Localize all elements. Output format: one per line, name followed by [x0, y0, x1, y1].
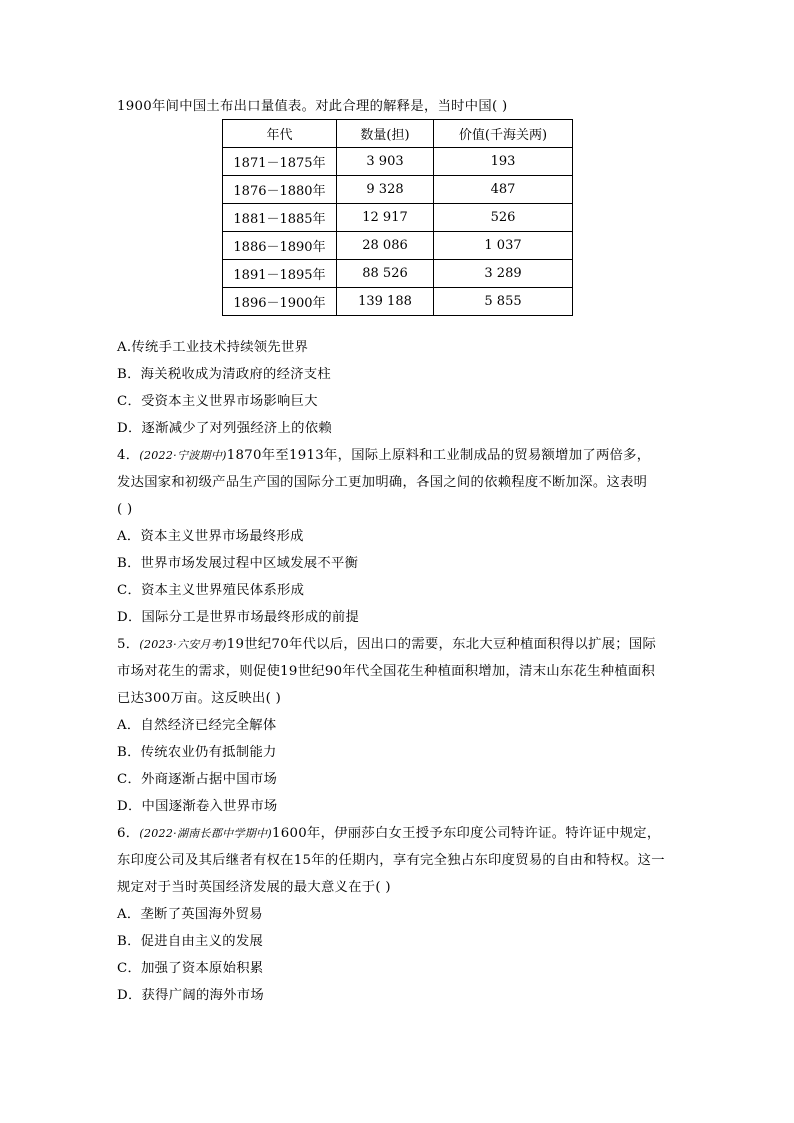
- table-row: [223, 288, 573, 316]
- question-text: 1870年至1913年，国际上原料和工业制成品的贸易额增加了两倍多，: [226, 448, 651, 463]
- table-cell: 12 917: [337, 204, 434, 232]
- q5-option-a: A．自然经济已经完全解体: [117, 718, 277, 733]
- table-cell: 139 188: [337, 288, 434, 316]
- q6-option-c: C．加强了资本原始积累: [117, 961, 264, 976]
- q5-stem-line-2: 市场对花生的需求，则促使19世纪90年代全国花生种植面积增加，清末山东花生种植面积: [117, 664, 656, 679]
- exam-page: [117, 94, 682, 1009]
- table-row: [223, 204, 573, 232]
- table-cell: 28 086: [337, 232, 434, 260]
- q5-option-b: B．传统农业仍有抵制能力: [117, 745, 277, 760]
- q6-option-b: B．促进自由主义的发展: [117, 934, 264, 949]
- table-cell: 1896－1900年: [223, 288, 337, 316]
- table-header-row: [223, 120, 573, 148]
- q6-stem-line-2: 东印度公司及其后继者有权在15年的任期内，享有完全独占东印度贸易的自由和特权。这一: [117, 853, 665, 868]
- q4-stem-line-1: [117, 442, 682, 469]
- q4-option-d: D．国际分工是世界市场最终形成的前提: [117, 610, 360, 625]
- q4-option-c: C．资本主义世界殖民体系形成: [117, 583, 305, 598]
- table-cell: 88 526: [337, 260, 434, 288]
- table-cell: 1 037: [434, 232, 573, 260]
- q5-option-c: C．外商逐渐占据中国市场: [117, 772, 278, 787]
- table-cell: 3 289: [434, 260, 573, 288]
- table-cell: 1891－1895年: [223, 260, 337, 288]
- q4-stem-line-2: 发达国家和初级产品生产国的国际分工更加明确，各国之间的依赖程度不断加深。这表明: [117, 475, 648, 490]
- question-number: 4．: [117, 448, 140, 463]
- table-cell: 9 328: [337, 176, 434, 204]
- table-row: [223, 260, 573, 288]
- q6-option-a: A．垄断了英国海外贸易: [117, 907, 263, 922]
- q6-stem-line-3: 规定对于当时英国经济发展的最大意义在于( ): [117, 880, 391, 895]
- table-header-cell: 年代: [223, 120, 337, 148]
- export-table: [222, 119, 573, 316]
- q3-stem: 1900年间中国土布出口量值表。对此合理的解释是，当时中国( ): [117, 99, 508, 114]
- q6-stem-line-1: [117, 820, 682, 847]
- table-row: [223, 232, 573, 260]
- question-text: 19世纪70年代以后，因出口的需要，东北大豆种植面积得以扩展；国际: [226, 637, 657, 652]
- q5-stem-line-1: [117, 631, 682, 658]
- question-source: (2023·六安月考): [139, 638, 227, 651]
- q4-option-a: A．资本主义世界市场最终形成: [117, 529, 304, 544]
- table-cell: 1886－1890年: [223, 232, 337, 260]
- table-cell: 1876－1880年: [223, 176, 337, 204]
- table-row: [223, 148, 573, 176]
- table-cell: 487: [434, 176, 573, 204]
- table-cell: 526: [434, 204, 573, 232]
- q3-option-c: C．受资本主义世界市场影响巨大: [117, 394, 318, 409]
- q4-stem-line-3: ( ): [117, 502, 133, 517]
- table-cell: 1881－1885年: [223, 204, 337, 232]
- table-row: [223, 176, 573, 204]
- table-header-cell: 数量(担): [337, 120, 434, 148]
- q3-option-a: A.传统手工业技术持续领先世界: [117, 340, 309, 355]
- table-cell: 5 855: [434, 288, 573, 316]
- q4-option-b: B．世界市场发展过程中区域发展不平衡: [117, 556, 359, 571]
- q5-option-d: D．中国逐渐卷入世界市场: [117, 799, 278, 814]
- table-cell: 1871－1875年: [223, 148, 337, 176]
- q5-stem-line-3: 已达300万亩。这反映出( ): [117, 691, 282, 706]
- q6-option-d: D．获得广阔的海外市场: [117, 988, 264, 1003]
- question-number: 5．: [117, 637, 140, 652]
- question-number: 6．: [117, 826, 140, 841]
- question-source: (2022·湖南长郡中学期中): [139, 827, 272, 840]
- question-text: 1600年，伊丽莎白女王授予东印度公司特许证。特许证中规定，: [271, 826, 661, 841]
- table-cell: 3 903: [337, 148, 434, 176]
- question-source: (2022·宁波期中): [139, 449, 227, 462]
- table-header-cell: 价值(千海关两): [434, 120, 573, 148]
- q3-option-d: D．逐渐减少了对列强经济上的依赖: [117, 421, 332, 436]
- table-cell: 193: [434, 148, 573, 176]
- q3-option-b: B．海关税收成为清政府的经济支柱: [117, 367, 332, 382]
